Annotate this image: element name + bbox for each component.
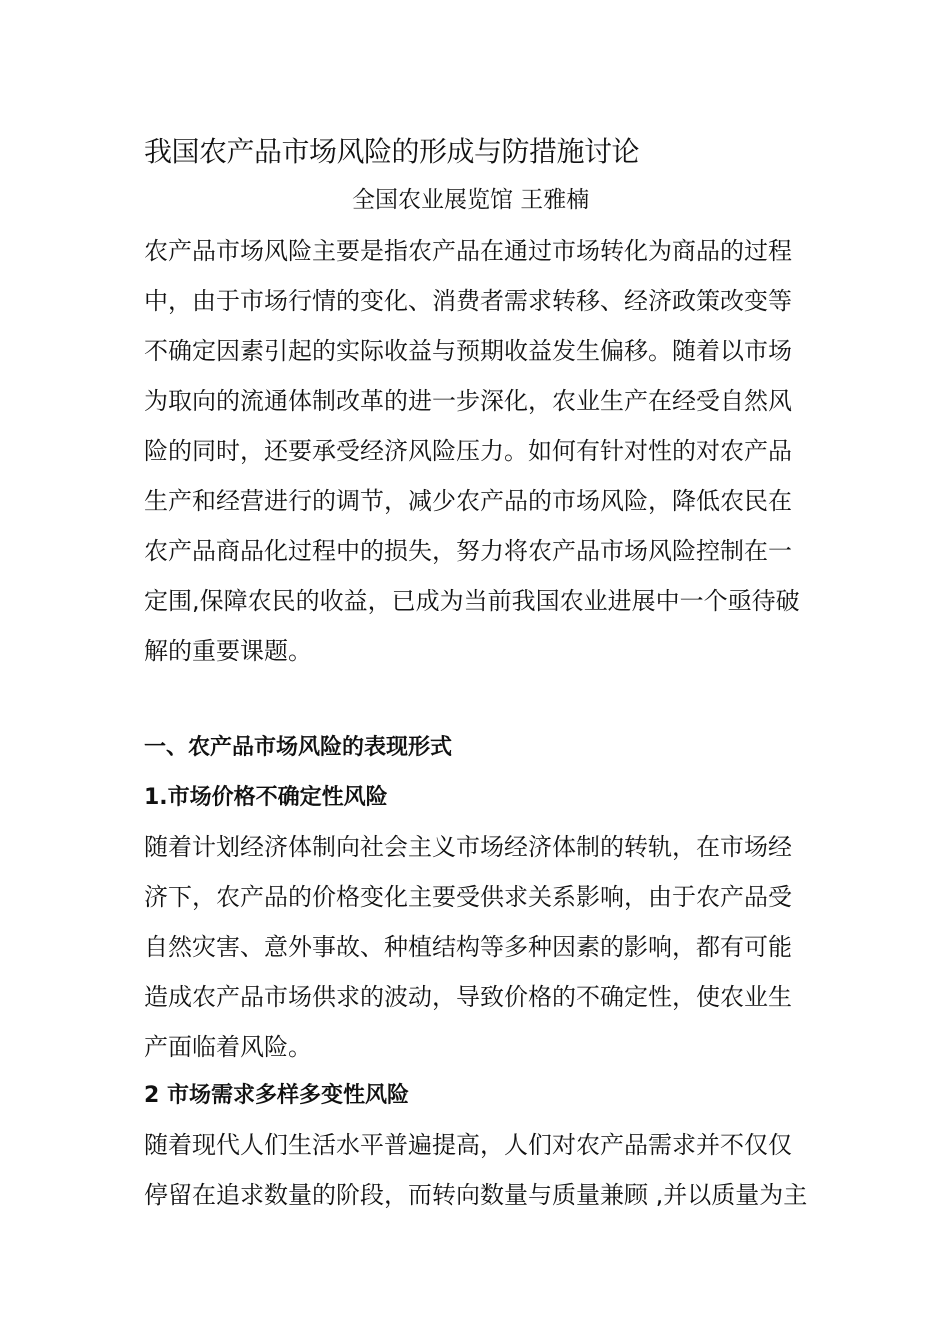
paragraph-line: 生产和经营进行的调节，减少农产品的市场风险，降低农民在 <box>144 487 792 515</box>
intro-paragraph <box>144 226 808 676</box>
paragraph-line: 解的重要课题。 <box>144 637 312 665</box>
paragraph-line: 随着计划经济体制向社会主义市场经济体制的转轨，在市场经 <box>144 833 792 861</box>
paragraph-line: 定围,保障农民的收益，已成为当前我国农业进展中一个亟待破 <box>144 587 800 615</box>
subsection-heading-2: 2 市场需求多样多变性风险 <box>144 1083 409 1108</box>
document-title: 我国农产品市场风险的形成与防措施讨论 <box>144 135 640 168</box>
subsection-2-paragraph <box>144 1120 808 1220</box>
paragraph-line: 随着现代人们生活水平普遍提高，人们对农产品需求并不仅仅 <box>144 1131 792 1159</box>
subsection-heading-1: 1.市场价格不确定性风险 <box>144 785 388 810</box>
paragraph-line: 险的同时，还要承受经济风险压力。如何有针对性的对农产品 <box>144 437 792 465</box>
paragraph-line: 自然灾害、意外事故、种植结构等多种因素的影响，都有可能 <box>144 933 792 961</box>
paragraph-line: 不确定因素引起的实际收益与预期收益发生偏移。随着以市场 <box>144 337 792 365</box>
paragraph-line: 农产品商品化过程中的损失，努力将农产品市场风险控制在一 <box>144 537 792 565</box>
paragraph-line: 产面临着风险。 <box>144 1033 312 1061</box>
document-author: 全国农业展览馆 王雅楠 <box>352 187 590 213</box>
subsection-1-paragraph <box>144 822 808 1072</box>
paragraph-line: 中，由于市场行情的变化、消费者需求转移、经济政策改变等 <box>144 287 792 315</box>
paragraph-line: 济下，农产品的价格变化主要受供求关系影响，由于农产品受 <box>144 883 792 911</box>
paragraph-line: 造成农产品市场供求的波动，导致价格的不确定性，使农业生 <box>144 983 792 1011</box>
paragraph-line: 农产品市场风险主要是指农产品在通过市场转化为商品的过程 <box>144 237 792 265</box>
paragraph-line: 为取向的流通体制改革的进一步深化，农业生产在经受自然风 <box>144 387 792 415</box>
paragraph-line: 停留在追求数量的阶段，而转向数量与质量兼顾 ,并以质量为主 <box>144 1181 808 1209</box>
section-heading: 一、农产品市场风险的表现形式 <box>144 735 453 760</box>
